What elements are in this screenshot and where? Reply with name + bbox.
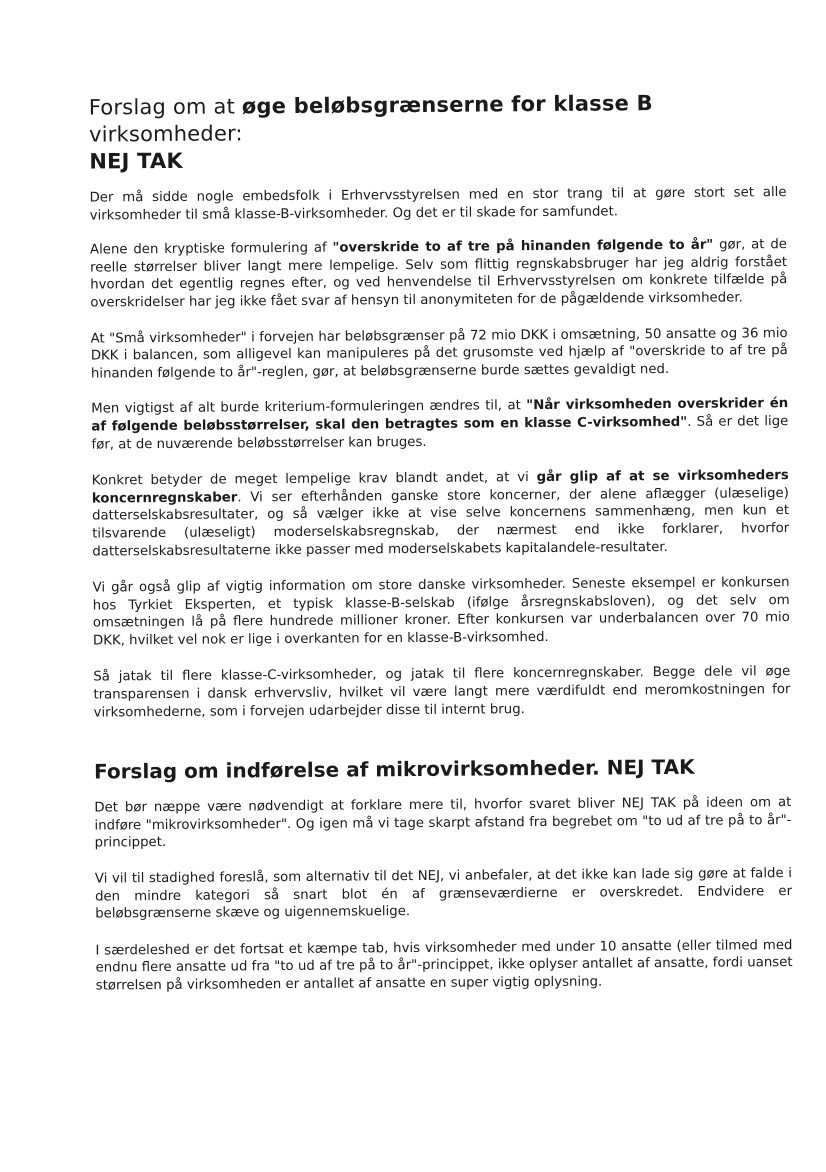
section-1-heading-verdict: NEJ TAK [89,148,184,174]
section-1-heading-post: virksomheder: [88,121,243,147]
paragraph [90,236,788,312]
paragraph [92,467,790,560]
paragraph [91,395,788,453]
paragraph: I særdeleshed er det fortsat et kæmpe tab, hvis virksomheder med under 10 ansatte (eller tilmed med endnu flere ansatte ud fra "to ud af tre på to år"-princippet, ikke oplyser antallet af ansatte, fordi uanset størrelsen på virksomheden er antallet af ansatte en super vigtig oplysning. [95,937,793,994]
paragraph-text: gør, at de reelle størrelser bliver langt mere lempelige. Selv som flittig regnskabsbruger har jeg aldrig forstået hvordan det egentlig regnes efter, og ved henvendelse til Erhvervsstyrelsen om konkrete tilfælde på overskridelser har jeg ikke fået svar af hensyn til anonymiteten for de pågældende virksomheder. [90,237,788,311]
paragraph-text: . Så er det lige før, at de nuværende beløbsstørrelser kan bruges. [91,414,789,453]
paragraph: Vi går også glip af vigtig information om store danske virksomheder. Seneste eksempel er konkursen hos Tyrkiet Eksperten, et typisk klasse-B-selskab (ifølge årsregnskabsloven), og det selv om omsætningen lå på flere hundrede millioner kroner. Efter konkursen var underbalancen over 70 mio DKK, hvilket vel nok er lige i overkanten for en klasse-B-virksomhed. [92,575,790,649]
paragraph: Vi vil til stadighed foreslå, som alternativ til det NEJ, vi anbefaler, at det ikke kan lade sig gøre at falde i den mindre kategori så snart blot én af grænseværdierne er overskredet. Endvidere er beløbsgrænserne skæve og uigennemskuelige. [94,866,793,922]
document-body [89,89,793,995]
paragraph-emphasis: går glip af at se virksomheders koncernregnskaber [91,468,789,507]
section-2-heading: Forslag om indførelse af mikrovirksomheder. NEJ TAK [93,755,695,784]
paragraph-emphasis: "overskride to af tre på hinanden følgende to år" [332,237,714,256]
paragraph: Så jatak til flere klasse-C-virksomheder, og jatak til flere koncernregnskaber. Begge dele vil øge transparensen i dansk erhvervsliv, hvilket vil være langt mere værdifuldt end meromkostningen for virksomhederne, som i forvejen udarbejder disse til internt brug. [93,664,791,721]
paragraph: Det bør næppe være nødvendigt at forklare mere til, hvorfor svaret bliver NEJ TAK på ideen om at indføre "mikrovirksomheder". Og igen må vi tage skarpt afstand fra begrebet om "to ud af tre på to år"-princippet. [94,795,792,851]
section-1-heading-pre: Forslag om at [88,94,242,120]
paragraph-emphasis: "Når virksomheden overskrider én af følgende beløbsstørrelser, skal den betragtes som en klasse C-virksomhed" [91,396,789,435]
paragraph-text: Alene den kryptiske formulering af [89,240,333,258]
section-1-heading-bold: øge beløbsgrænserne for klasse B [241,91,653,119]
paragraph: Der må sidde nogle embedsfolk i Erhvervsstyrelsen med en stor trang til at gøre stort set alle virksomheder til små klasse-B-virksomheder. Og det er til skade for samfundet. [89,185,787,224]
paragraph-text: Men vigtigst af alt burde kriterium-formuleringen ændres til, at [91,398,527,417]
section-1-heading [89,89,787,175]
paragraph: At "Små virksomheder" i forvejen har beløbsgrænser på 72 mio DKK i omsætning, 50 ansatte og 36 mio DKK i balancen, som alligevel kan manipuleres på det grusomste ved hjælp af "overskride to af tre på hinanden følgende to år"-reglen, gør, at beløbsgrænserne burde sættes gevaldigt ned. [90,325,788,382]
paragraph-text: . Vi ser efterhånden ganske store koncerner, der alene aflægger (ulæselige) datterselskabsresultater, og så vælger ikke at vise selve koncernens sammenhæng, men kun et tilsvarende (ulæseligt) moderselskabsregnskab, der nærmest end ikke forklarer, hvorfor datterselskabsresultaterne ikke passer med moderselskabets kapitalandele-resultater. [91,485,790,560]
paragraph-text: Konkret betyder de meget lempelige krav blandt andet, at vi [91,470,537,489]
